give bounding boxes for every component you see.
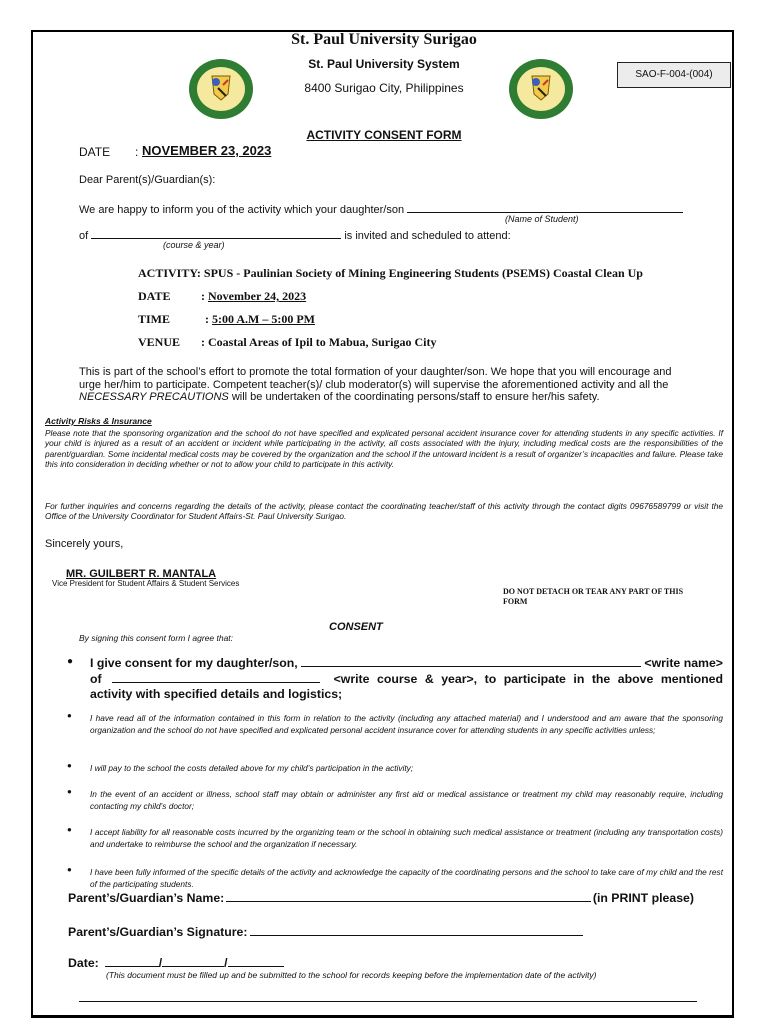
purpose-line-3-rest: will be undertaken of the coordinating persons/staff to ensure her/his safety. — [228, 391, 600, 403]
guardian-signature-label: Parent’s/Guardian’s Signature: — [68, 925, 248, 939]
consent-main-of: of — [90, 672, 102, 686]
activity-venue-text: Coastal Areas of Ipil to Mabua, Surigao City — [208, 335, 437, 349]
date-colon: : — [135, 145, 139, 159]
bullet-icon: ● — [67, 711, 72, 720]
date-separator: / — [158, 956, 163, 970]
risks-title: Activity Risks & Insurance — [45, 416, 152, 426]
sincerely-text: Sincerely yours, — [45, 538, 124, 550]
purpose-line-1: This is part of the school’s effort to promote the total formation of your daughter/son. We hope that you will encourage and — [79, 366, 672, 378]
salutation: Dear Parent(s)/Guardian(s): — [79, 174, 216, 186]
bullet-icon: ● — [67, 656, 74, 667]
guardian-name-field[interactable] — [226, 889, 591, 902]
form-code-box: SAO-F-004-(004) — [617, 62, 731, 88]
activity-date-value: : November 24, 2023 — [201, 289, 307, 303]
signing-date-day-field[interactable] — [162, 954, 224, 967]
activity-value: SPUS - Paulinian Society of Mining Engineering Students (PSEMS) Coastal Clean Up — [203, 266, 643, 280]
activity-date-text: November 24, 2023 — [208, 289, 307, 303]
precautions-text: NECESSARY PRECAUTIONS — [79, 391, 229, 403]
activity-venue-label: VENUE — [138, 335, 181, 349]
detach-notice-line-1: DO NOT DETACH OR TEAR ANY PART OF THIS — [503, 587, 684, 596]
university-address: 8400 Surigao City, Philippines — [304, 81, 464, 95]
guardian-signature-field[interactable] — [250, 923, 583, 936]
invited-text: is invited and scheduled to attend: — [344, 230, 511, 242]
consent-name-field[interactable] — [301, 655, 642, 667]
consent-title: CONSENT — [329, 621, 383, 633]
bullet-icon: ● — [67, 825, 72, 834]
consent-course-field[interactable] — [112, 671, 320, 683]
signing-date-year-field[interactable] — [228, 954, 284, 967]
university-seal-left-icon — [188, 58, 254, 120]
consent-main-line-3: activity with specified details and logistics; — [90, 687, 343, 701]
activity-time-value: : 5:00 A.M – 5:00 PM — [205, 312, 315, 326]
consent-item-4: I accept liability for all reasonable costs incurred by the organizing team or the school in obtaining such medical assistance or treatment (including any transportation costs) and undertake to reimburse the school and the organization if necessary. — [90, 827, 723, 850]
date-label: DATE — [79, 145, 111, 159]
purpose-paragraph — [79, 366, 729, 404]
consent-intro: By signing this consent form I agree that: — [79, 633, 234, 643]
form-title: ACTIVITY CONSENT FORM — [306, 128, 462, 142]
consent-item-5: I have been fully informed of the specific details of the activity and acknowledge the capacity of the coordinating persons and the school to take care of my child and the rest of the participating students. — [90, 867, 723, 890]
bullet-icon: ● — [67, 761, 72, 770]
submission-note: (This document must be filled up and be submitted to the school for records keeping before the implementation date of the activity) — [106, 970, 597, 980]
student-name-field[interactable] — [407, 201, 683, 213]
intro-line — [79, 201, 683, 216]
inquiries-text: For further inquiries and concerns regarding the details of the activity, please contact the coordinating teacher/staff of this activity through the contact digits 09676589799 or visit the Office of the University Coordinator for Student Affairs-St. Paul University Surigao. — [45, 501, 723, 522]
consent-write-course: <write course & year>, to participate in the above mentioned — [333, 672, 723, 686]
name-caption: (Name of Student) — [505, 214, 579, 224]
activity-label: ACTIVITY: — [138, 266, 201, 280]
signatory-position: Vice President for Student Affairs & Student Services — [52, 579, 240, 588]
activity-time-text: 5:00 A.M – 5:00 PM — [212, 312, 315, 326]
guardian-name-label: Parent’s/Guardian’s Name: — [68, 891, 225, 905]
guardian-signature-row — [68, 923, 583, 939]
bottom-rule — [79, 1001, 697, 1002]
consent-item-2: I will pay to the school the costs detailed above for my child’s participation in the activity; — [90, 763, 414, 773]
activity-venue-value: : Coastal Areas of Ipil to Mabua, Surigao City — [201, 335, 437, 349]
purpose-line-2: urge her/him to participate. Competent teacher(s)/ club moderator(s) will supervise the aforementioned activity and all the — [79, 378, 669, 391]
date-separator: / — [224, 956, 228, 970]
signing-date-month-field[interactable] — [105, 954, 159, 967]
signing-date-row — [68, 954, 284, 970]
guardian-name-row — [68, 889, 694, 905]
consent-item-3: In the event of an accident or illness, school staff may obtain or administer any first aid or medical assistance or treatment my child may reasonably require, including contacting my child’s doctor; — [90, 789, 723, 812]
bullet-icon: ● — [67, 787, 72, 796]
consent-main-line-2 — [90, 671, 723, 687]
date-value: NOVEMBER 23, 2023 — [142, 143, 272, 158]
course-caption: (course & year) — [163, 240, 225, 250]
activity-date-label: DATE — [138, 289, 171, 303]
signatory-name: MR. GUILBERT R. MANTALA — [66, 568, 217, 580]
risks-body: Please note that the sponsoring organization and the school do not have specified and explicated personal accident insurance cover for attending students in any specific activities. If your child is injured as a result of an accident or incident while participating in the activity, all costs associated with the injury, including medical costs are the responsibilities of the parent/guardian. Some incidental medical costs may be covered by the organization and the school if the untoward incident is a result of organizer’s incapacities and failure. Please take this into consideration in deciding whether or not to allow your child to participate in this activity. — [45, 428, 723, 469]
university-system: St. Paul University System — [308, 57, 460, 71]
course-line — [79, 227, 511, 242]
consent-main-statement — [90, 655, 723, 702]
activity-time-label: TIME — [138, 312, 171, 326]
consent-main-part1: I give consent for my daughter/son, — [90, 656, 298, 670]
purpose-line-3 — [79, 391, 729, 404]
course-year-field[interactable] — [91, 227, 341, 239]
of-label: of — [79, 230, 89, 242]
intro-text: We are happy to inform you of the activity which your daughter/son — [79, 204, 405, 216]
consent-write-name: <write name> — [644, 656, 723, 670]
activity-row — [138, 266, 643, 281]
consent-item-1: I have read all of the information contained in this form in relation to the activity (including any attached material) and I understood and am aware that the sponsoring organization and the school do not have specified and explicated personal accident insurance cover for attending students in any specific activities unless; — [90, 713, 723, 736]
consent-main-line-1 — [90, 655, 723, 671]
detach-notice-line-2: FORM — [503, 597, 528, 606]
signing-date-label: Date: — [68, 956, 99, 970]
bullet-icon: ● — [67, 865, 72, 874]
university-seal-right-icon — [508, 58, 574, 120]
university-name: St. Paul University Surigao — [291, 31, 477, 48]
guardian-name-suffix: (in PRINT please) — [592, 891, 694, 905]
